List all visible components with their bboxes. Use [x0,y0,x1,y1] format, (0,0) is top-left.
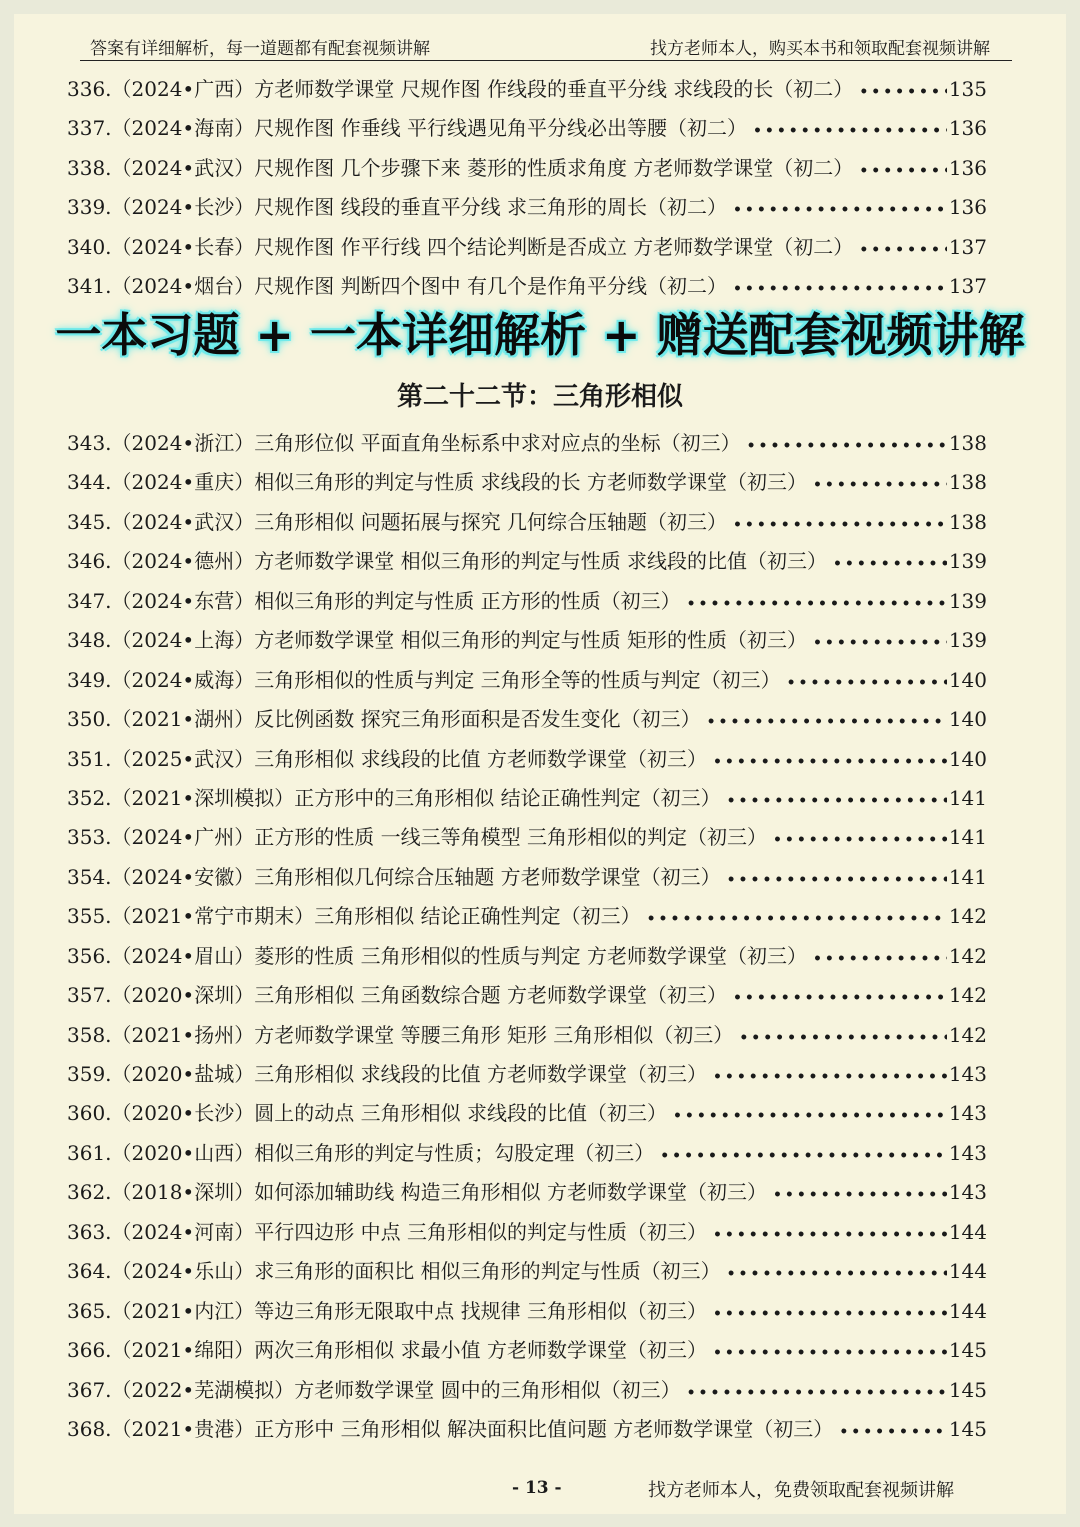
toc-entry-page: 143 [948,1140,987,1165]
toc-entry-title: 356.（2024•眉山）菱形的性质 三角形相似的性质与判定 方老师数学课堂（初三） [67,943,807,968]
toc-leader-dots [859,74,947,110]
toc-entry-title: 344.（2024•重庆）相似三角形的判定与性质 求线段的长 方老师数学课堂（初三） [67,470,807,495]
toc-leader-dots [773,1177,947,1213]
toc-entry-page: 142 [948,983,987,1008]
toc-leader-dots [813,941,947,977]
toc-entry-title: 359.（2020•盐城）三角形相似 求线段的比值 方老师数学课堂（初三） [67,1062,707,1086]
toc-entry-title: 361.（2020•山西）相似三角形的判定与性质；勾股定理（初三） [67,1140,655,1165]
toc-entry-title: 357.（2020•深圳）三角形相似 三角函数综合题 方老师数学课堂（初三） [67,983,727,1008]
toc-entry-page: 145 [948,1338,987,1363]
toc-leader-dots [839,1414,947,1450]
toc-entry-page: 138 [948,470,987,495]
toc-entry-title: 341.（2024•烟台）尺规作图 判断四个图中 有几个是作角平分线（初二） [67,274,727,299]
toc-entry-page: 145 [948,1416,987,1441]
header-right-text: 找方老师本人，购买本书和领取配套视频讲解 [650,39,990,59]
toc-entry-title: 354.（2024•安徽）三角形相似几何综合压轴题 方老师数学课堂（初三） [67,864,721,889]
toc-leader-dots [813,625,947,661]
toc-entry-title: 337.（2024•海南）尺规作图 作垂线 平行线遇见角平分线必出等腰（初二） [67,116,747,141]
toc-entry-page: 143 [948,1101,987,1126]
toc-entry-title: 349.（2024•威海）三角形相似的性质与判定 三角形全等的性质与判定（初三） [67,667,781,692]
toc-entry [67,1017,987,1056]
toc-entry [67,938,987,977]
toc-list-lower [67,425,987,1450]
toc-entry-page: 143 [948,1062,987,1086]
toc-entry-page: 138 [948,431,987,455]
toc-entry [67,543,987,582]
toc-entry-page: 135 [948,77,987,101]
toc-entry [67,1135,987,1174]
toc-entry [67,1056,987,1095]
toc-entry-page: 138 [948,509,987,534]
toc-leader-dots [747,428,947,464]
toc-leader-dots [859,232,947,268]
toc-entry-page: 141 [948,864,987,889]
toc-entry-title: 351.（2025•武汉）三角形相似 求线段的比值 方老师数学课堂（初三） [67,746,707,771]
toc-entry-title: 367.（2022•芜湖模拟）方老师数学课堂 圆中的三角形相似（初三） [67,1377,681,1402]
toc-leader-dots [660,1138,947,1174]
toc-entry-title: 365.（2021•内江）等边三角形无限取中点 找规律 三角形相似（初三） [67,1298,707,1323]
toc-entry-page: 140 [948,746,987,771]
toc-leader-dots [787,665,947,701]
toc-entry-page: 144 [948,1259,987,1284]
toc-entry-title: 358.（2021•扬州）方老师数学课堂 等腰三角形 矩形 三角形相似（初三） [67,1022,734,1047]
toc-entry-title: 352.（2021•深圳模拟）正方形中的三角形相似 结论正确性判定（初三） [67,785,721,810]
toc-entry-title: 360.（2020•长沙）圆上的动点 三角形相似 求线段的比值（初三） [67,1101,667,1126]
toc-entry-title: 368.（2021•贵港）正方形中 三角形相似 解决面积比值问题 方老师数学课堂（初三） [67,1416,834,1441]
toc-leader-dots [753,113,947,149]
toc-leader-dots [833,546,947,582]
header-left-text: 答案有详细解析，每一道题都有配套视频讲解 [90,39,430,59]
toc-entry-title: 353.（2024•广州）正方形的性质 一线三等角模型 三角形相似的判定（初三） [67,825,767,850]
toc-entry [67,464,987,503]
toc-entry-title: 345.（2024•武汉）三角形相似 问题拓展与探究 几何综合压轴题（初三） [67,509,727,534]
toc-entry [67,583,987,622]
toc-entry [67,622,987,661]
toc-entry-page: 141 [948,825,987,850]
toc-leader-dots [813,467,947,503]
toc-entry-title: 336.（2024•广西）方老师数学课堂 尺规作图 作线段的垂直平分线 求线段的长（初二） [67,77,854,101]
toc-entry-page: 139 [948,588,987,613]
toc-entry-title: 340.（2024•长春）尺规作图 作平行线 四个结论判断是否成立 方老师数学课堂（初二） [67,234,854,259]
toc-leader-dots [687,586,947,622]
toc-entry [67,859,987,898]
toc-entry-title: 347.（2024•东营）相似三角形的判定与性质 正方形的性质（初三） [67,588,681,613]
toc-entry [67,189,987,228]
toc-entry [67,504,987,543]
toc-leader-dots [673,1098,947,1134]
toc-entry-title: 343.（2024•浙江）三角形位似 平面直角坐标系中求对应点的坐标（初三） [67,431,741,455]
toc-entry-title: 362.（2018•深圳）如何添加辅助线 构造三角形相似 方老师数学课堂（初三） [67,1180,767,1205]
toc-leader-dots [713,1059,947,1095]
toc-entry-page: 137 [948,274,987,299]
toc-leader-dots [733,192,947,228]
toc-entry-page: 142 [948,904,987,929]
toc-leader-dots [733,980,947,1016]
toc-list-upper [67,71,987,308]
toc-entry [67,819,987,858]
toc-leader-dots [713,1335,947,1371]
toc-entry [67,898,987,937]
toc-entry-title: 346.（2024•德州）方老师数学课堂 相似三角形的判定与性质 求线段的比值（初三） [67,549,827,574]
toc-entry [67,662,987,701]
toc-entry [67,1174,987,1213]
toc-leader-dots [773,822,947,858]
toc-entry-title: 339.（2024•长沙）尺规作图 线段的垂直平分线 求三角形的周长（初二） [67,195,727,220]
toc-entry-title: 363.（2024•河南）平行四边形 中点 三角形相似的判定与性质（初三） [67,1219,707,1244]
toc-entry-page: 141 [948,785,987,810]
page-header [80,34,1012,61]
toc-leader-dots [859,153,947,189]
toc-entry [67,977,987,1016]
toc-entry-page: 139 [948,628,987,653]
toc-entry [67,425,987,464]
toc-entry [67,110,987,149]
toc-entry-title: 350.（2021•湖州）反比例函数 探究三角形面积是否发生变化（初三） [67,707,701,732]
toc-entry-page: 136 [948,116,987,141]
toc-entry [67,741,987,780]
toc-entry-title: 355.（2021•常宁市期末）三角形相似 结论正确性判定（初三） [67,904,641,929]
toc-entry-title: 364.（2024•乐山）求三角形的面积比 相似三角形的判定与性质（初三） [67,1259,721,1284]
toc-leader-dots [739,1020,947,1056]
toc-entry-page: 142 [948,1022,987,1047]
toc-entry-page: 136 [948,195,987,220]
toc-entry-title: 338.（2024•武汉）尺规作图 几个步骤下来 菱形的性质求角度 方老师数学课堂（初二） [67,155,854,180]
toc-entry-title: 366.（2021•绵阳）两次三角形相似 求最小值 方老师数学课堂（初三） [67,1338,707,1363]
toc-leader-dots [713,744,947,780]
toc-leader-dots [713,1296,947,1332]
toc-entry [67,1095,987,1134]
toc-entry-title: 348.（2024•上海）方老师数学课堂 相似三角形的判定与性质 矩形的性质（初三） [67,628,807,653]
toc-entry [67,1293,987,1332]
promo-banner: 一本习题 + 一本详细解析 + 赠送配套视频讲解 [55,308,1025,362]
toc-leader-dots [727,783,947,819]
toc-leader-dots [713,1217,947,1253]
footer-note: 找方老师本人，免费领取配套视频讲解 [648,1480,954,1501]
toc-leader-dots [727,862,947,898]
toc-entry [67,1411,987,1450]
toc-leader-dots [727,1256,947,1292]
toc-entry [67,71,987,110]
toc-entry-page: 140 [948,707,987,732]
toc-entry [67,1214,987,1253]
toc-entry-page: 140 [948,667,987,692]
section-title: 第二十二节：三角形相似 [396,382,683,412]
toc-entry [67,150,987,189]
toc-entry [67,780,987,819]
toc-entry-page: 144 [948,1219,987,1244]
toc-entry [67,1253,987,1292]
toc-leader-dots [707,704,947,740]
toc-entry-page: 139 [948,549,987,574]
toc-entry-page: 144 [948,1298,987,1323]
toc-leader-dots [733,507,947,543]
toc-entry-page: 145 [948,1377,987,1402]
toc-leader-dots [647,901,947,937]
page-number: - 13 - [512,1478,562,1498]
toc-entry [67,1332,987,1371]
toc-entry [67,1372,987,1411]
toc-entry [67,701,987,740]
toc-leader-dots [687,1375,947,1411]
toc-entry-page: 137 [948,234,987,259]
toc-entry-page: 142 [948,943,987,968]
toc-entry-page: 143 [948,1180,987,1205]
toc-entry-page: 136 [948,155,987,180]
toc-entry [67,229,987,268]
